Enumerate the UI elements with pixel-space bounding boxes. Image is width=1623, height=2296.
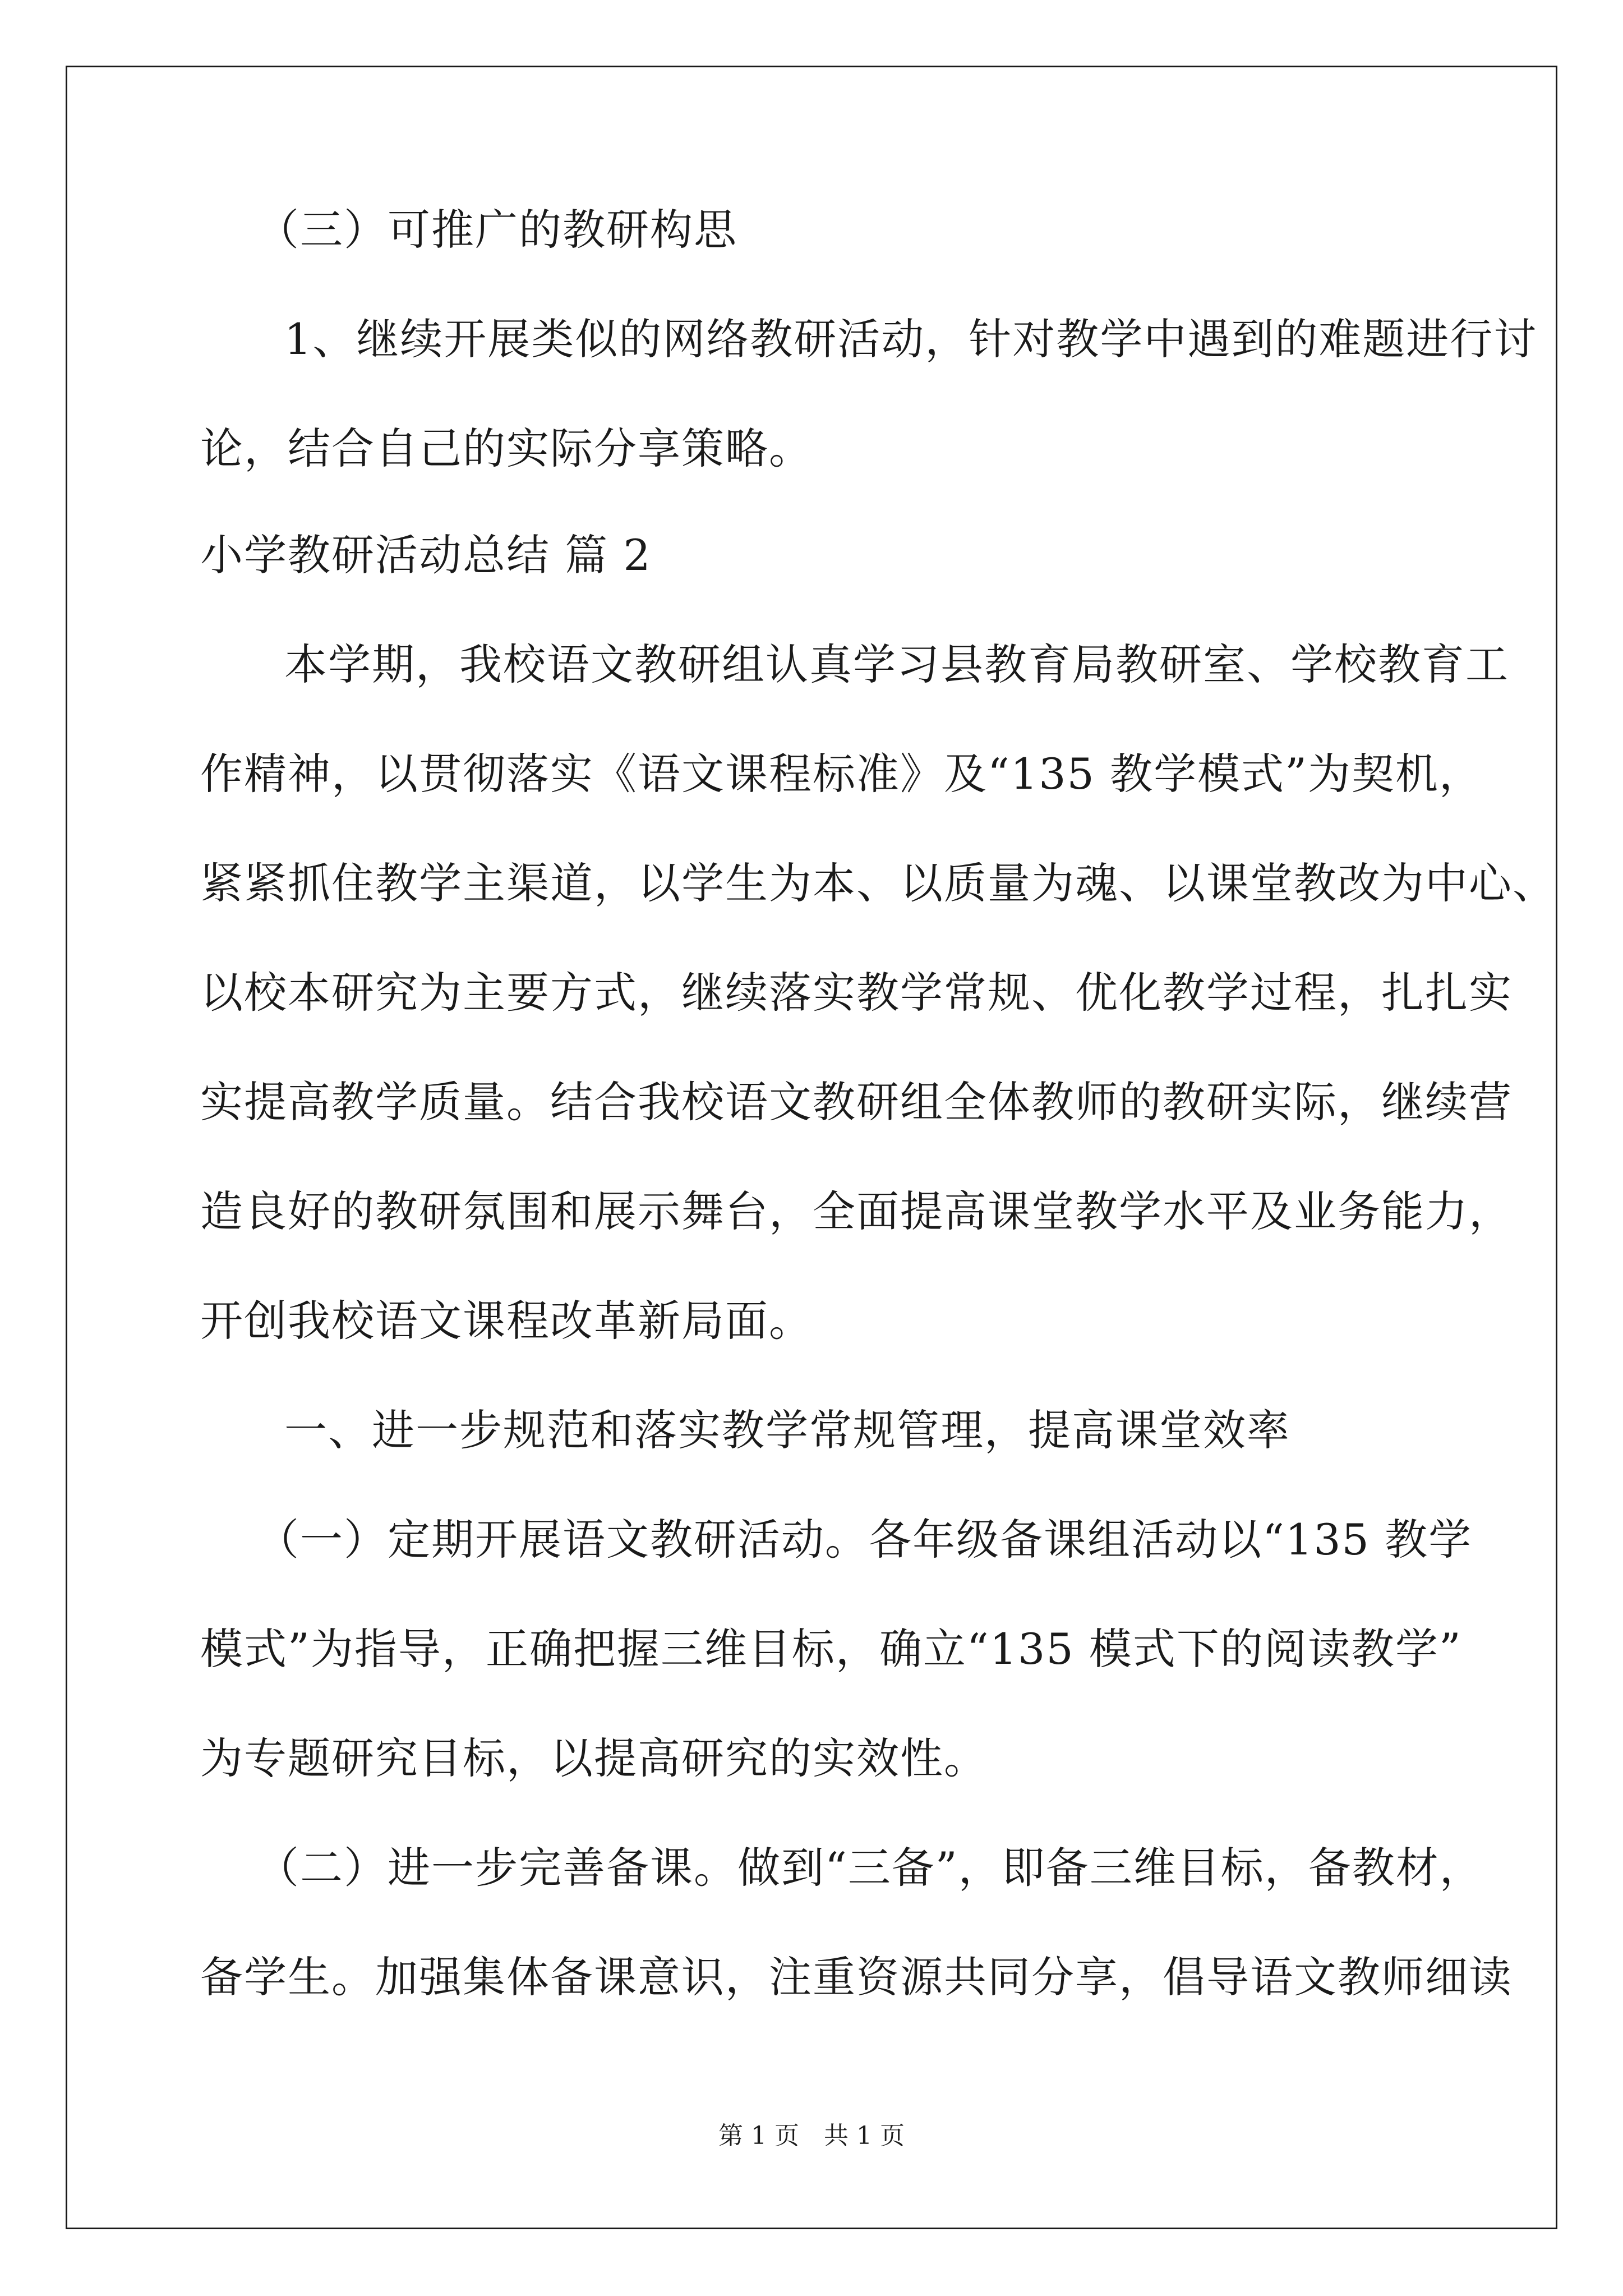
paragraph-line: 为专题研究目标，以提高研究的实效性。	[200, 1733, 988, 1783]
paragraph-line: 作精神，以贯彻落实《语文课程标准》及“135 教学模式”为契机，	[200, 749, 1483, 799]
paragraph-line: 本学期，我校语文教研组认真学习县教育局教研室、学校教育工	[284, 639, 1509, 689]
paragraph-line: 紧紧抓住教学主渠道，以学生为本、以质量为魂、以课堂教改为中心、	[200, 858, 1556, 908]
section-heading-3: （三）可推广的教研构思	[256, 205, 737, 255]
page-border	[66, 66, 1557, 2229]
paragraph-line: 以校本研究为主要方式，继续落实教学常规、优化教学过程，扎扎实	[200, 968, 1513, 1018]
section-heading-1: 一、进一步规范和落实教学常规管理，提高课堂效率	[284, 1405, 1290, 1455]
paragraph-line: 实提高教学质量。结合我校语文教研组全体教师的教研实际，继续营	[200, 1077, 1513, 1127]
paragraph-line: 论，结合自己的实际分享策略。	[200, 424, 813, 473]
paragraph-line: 模式”为指导，正确把握三维目标，确立“135 模式下的阅读教学”	[200, 1624, 1462, 1674]
paragraph-line: 开创我校语文课程改革新局面。	[200, 1296, 813, 1346]
article-title: 小学教研活动总结 篇 2	[200, 530, 652, 580]
paragraph-line: 造良好的教研氛围和展示舞台，全面提高课堂教学水平及业务能力，	[200, 1186, 1513, 1236]
paragraph-line: 备学生。加强集体备课意识，注重资源共同分享，倡导语文教师细读	[200, 1952, 1513, 2002]
page-number: 第 1 页 共 1 页	[718, 2122, 905, 2150]
paragraph-line: （二）进一步完善备课。做到“三备”，即备三维目标，备教材，	[256, 1843, 1483, 1893]
paragraph-line: 1、继续开展类似的网络教研活动，针对教学中遇到的难题进行讨	[284, 314, 1538, 364]
paragraph-line: （一）定期开展语文教研活动。各年级备课组活动以“135 教学	[256, 1515, 1473, 1565]
